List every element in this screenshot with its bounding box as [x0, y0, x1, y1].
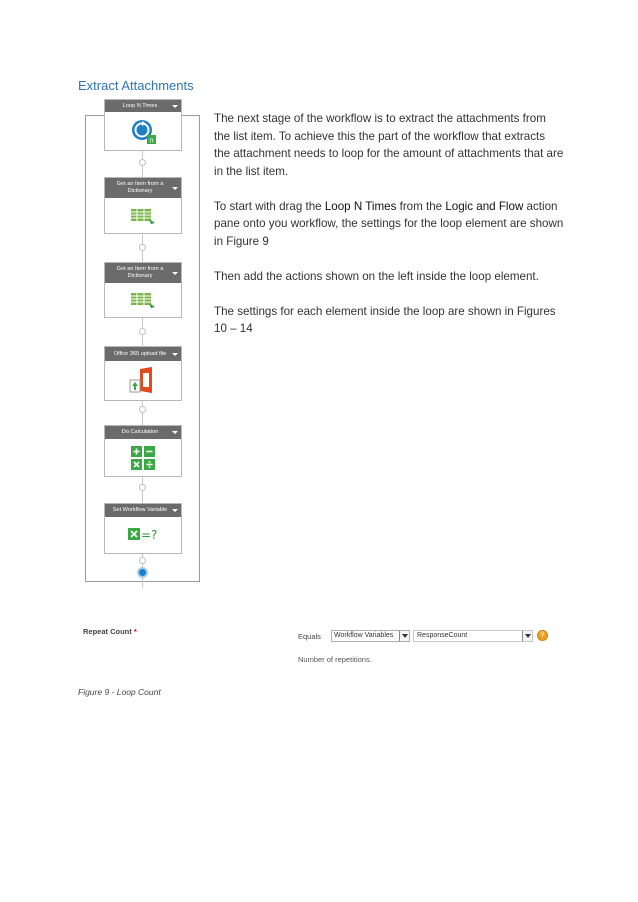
action-get-item-dictionary-1[interactable]	[104, 177, 182, 234]
body-text	[214, 110, 564, 355]
lookup-icon[interactable]: ⚲	[537, 630, 548, 641]
action-body	[105, 439, 181, 476]
action-do-calculation[interactable]	[104, 425, 182, 477]
chevron-down-icon[interactable]	[522, 631, 532, 641]
dictionary-icon	[129, 291, 157, 309]
office-upload-icon	[128, 366, 158, 396]
action-office-365-upload-file[interactable]	[104, 346, 182, 401]
paragraph: To start with drag the Loop N Times from the Logic and Flow action pane onto you workflow, the settings for the loop element are shown in Figure 9	[214, 199, 564, 248]
section-heading: Extract Attachments	[78, 78, 194, 93]
connector-dot	[139, 159, 146, 166]
connector	[142, 578, 143, 588]
action-header[interactable]: Get an Item from a Dictionary	[105, 178, 181, 198]
repeat-count-label: Repeat Count *	[83, 627, 137, 636]
repeat-count-hint: Number of repetitions.	[298, 655, 372, 664]
action-body	[105, 198, 181, 233]
action-body	[105, 361, 181, 400]
connector-dot	[139, 406, 146, 413]
loop-end-node	[137, 567, 148, 578]
action-body	[105, 112, 181, 150]
action-header[interactable]: Do Calculation	[105, 426, 181, 439]
dropdown-caret-icon[interactable]	[172, 509, 178, 512]
loop-icon	[129, 117, 157, 145]
dropdown-caret-icon[interactable]	[172, 353, 178, 356]
dictionary-icon	[129, 207, 157, 225]
chevron-down-icon[interactable]	[399, 631, 409, 641]
variable-select[interactable]: ResponseCount	[413, 630, 533, 642]
calculator-icon	[130, 445, 156, 471]
svg-text:=?: =?	[141, 528, 158, 542]
paragraph: The settings for each element inside the loop are shown in Figures 10 – 14	[214, 304, 556, 335]
connector-dot	[139, 557, 146, 564]
action-body	[105, 517, 181, 553]
connector-dot	[139, 484, 146, 491]
action-header[interactable]: Get an Item from a Dictionary	[105, 263, 181, 283]
set-variable-icon	[127, 526, 159, 544]
action-set-workflow-variable[interactable]	[104, 503, 182, 554]
action-header[interactable]: Loop N Times	[105, 100, 181, 112]
figure-caption: Figure 9 - Loop Count	[78, 687, 161, 697]
dropdown-caret-icon[interactable]	[172, 272, 178, 275]
dropdown-caret-icon[interactable]	[172, 431, 178, 434]
highlight-term: Logic and Flow	[445, 199, 524, 213]
dropdown-caret-icon[interactable]	[172, 187, 178, 190]
action-header[interactable]: Office 365 upload file	[105, 347, 181, 361]
action-loop-n-times[interactable]	[104, 99, 182, 151]
dropdown-caret-icon[interactable]	[172, 105, 178, 108]
connector-dot	[139, 328, 146, 335]
required-mark: *	[133, 627, 137, 636]
equals-label: Equals	[298, 632, 321, 641]
connector-dot	[139, 244, 146, 251]
paragraph: Then add the actions shown on the left inside the loop element.	[214, 269, 539, 283]
action-body	[105, 283, 181, 317]
source-select[interactable]: Workflow Variables	[331, 630, 410, 642]
action-header[interactable]: Set Workflow Variable	[105, 504, 181, 517]
svg-text:n: n	[149, 136, 154, 145]
paragraph: The next stage of the workflow is to extract the attachments from the list item. To achieve this the part of the workflow that extracts the attachment needs to loop for the amount of attachments that are in the list item.	[214, 112, 564, 178]
action-get-item-dictionary-2[interactable]	[104, 262, 182, 318]
highlight-term: Loop N Times	[324, 199, 397, 213]
